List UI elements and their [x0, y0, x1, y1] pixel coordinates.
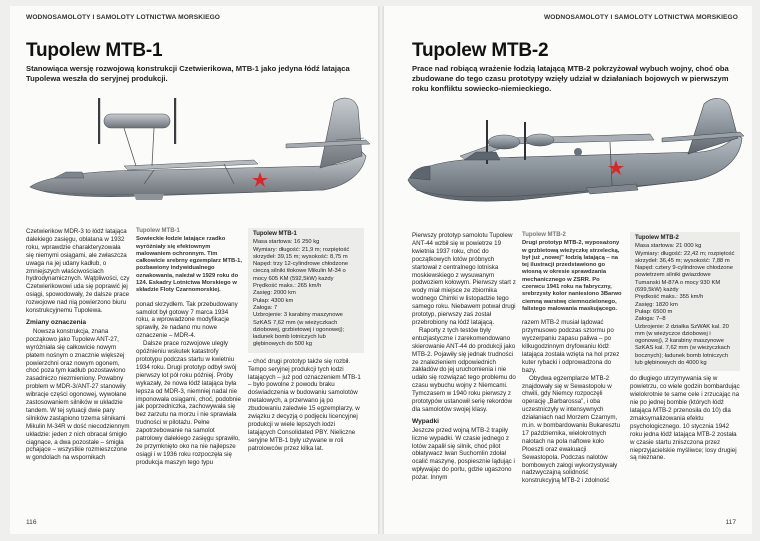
- spec-title: Tupolew MTB-2: [635, 235, 679, 241]
- article-title: Tupolew MTB-1: [26, 40, 163, 61]
- spec-row: Prędkość maks.: 265 km/h: [253, 283, 322, 290]
- spec-row: Napęd: cztery 9-cylindrowe chłodzone powietrzem silniki gwiazdowe Tumanski M-87A o mocy 930 KM (699,5kW) każdy: [635, 265, 733, 294]
- text-column-3: [630, 232, 740, 462]
- paragraph: Dalsze prace rozwojowe uległy opóźnieniu wskutek katastrofy prototypu podczas startu w kwietniu 1934 roku. Drugi prototyp odbył swój pierwszy lot pół roku później. Próby wykazały, że nowa łódź latająca była lepsza od MDR-3, niemniej nadal nie imponowała osiągami, choć, podobnie jak poprzedniczka, zachowywała się bez zarzutu na morzu i nie sprawiała trudności w pilotażu. Pełne zapotrzebowanie na samolot patrolowy dalekiego zasięgu sprawiło, że przymknięto oko na nie najlepsze osiągi i w 1936 roku rozpoczęła się produkcja maszyn tego typu: [136, 340, 241, 466]
- paragraph: Pierwszy prototyp samolotu Tupolew ANT-44 wzbił się w powietrze 19 kwietnia 1937 roku, choć do początkowych lotów próbnych startował z centralnego lotniska moskiewskiego z wysuwanym podwoziem kołowym. Pierwszy start z wody miał miejsce ze zbiornika wodnego Chimki w listopadzie tego samego roku. Niebawem potwał drugi prototyp, pierwszy zaś został przebrobiony na łódź latającą.: [412, 232, 516, 326]
- spec-box: [630, 232, 740, 371]
- illustration-caption: [136, 228, 242, 295]
- paragraph: Nowsza konstrukcja, znana począkowo jako Tupolew ANT-27, wyróżniała się całkowicie nowym płatem nośnym o znacznie większej powierzchni oraz nowym ogonem, choć poza tym kadłub pozostawiono zasadniczo niezmieniony. Powabny problem w MDR-3/ANT-27 stanowiły wibracje części ogonowej, wywołane zastosowaniem silników w układzie tandem. W tej sytuacji dwie pary silników zastąpiono trzema silnikami Mikulin M-34R w dość niecodziennym układzie: jeden z nich obracał śmigło ciągnące, a dwa pozostałe – śmigła pchające – wszystkie rozmieszczone w gondolach na wspornikach: [26, 327, 130, 462]
- caption-text: Sowieckie łodzie latające rzadko wyróżniały się efektownym malowaniem ochronnym. Tim całkowicie srebrny egzemplarz MTB-1, pozbawiony indywidualnego oznakowania, należał w 1929 roku do 124. Eskadry Lotnictwa Morskiego w składzie Floty Czarnomorskiej.: [136, 236, 242, 294]
- spec-row: Pułap: 6500 m: [635, 308, 673, 315]
- paragraph: ponad skrzydłem. Tak przebudowany samolot był gotowy 7 marca 1934 roku, a wprowadzone modyfikacje sprawiły, że nadano mu nowe oznaczenie – MDR-4.: [136, 300, 238, 340]
- spec-box: [248, 228, 364, 353]
- running-head: WODNOSAMOLOTY I SAMOLOTY LOTNICTWA MORSKIEGO: [26, 14, 221, 21]
- text-column-3: [248, 228, 364, 453]
- page-number: 116: [26, 519, 37, 526]
- right-page: [384, 6, 752, 534]
- text-column-2: [522, 232, 624, 485]
- caption-title: Tupolew MTB-1: [136, 228, 180, 234]
- article-intro: Stanowiąca wersję rozwojową konstrukcji Czetwierikowa, MTB-1 jako jedyna łódź latająca Tupolewa weszła do seryjnej produkcji.: [26, 64, 350, 83]
- spec-row: Uzbrojenie: 3 karabiny maszynowe SzKAS 7,62 mm (w wieżyczkach dziobowej, grzbietowej i ogonowej); ładunek bomb lotniczych lub głębinowych do 500 kg: [253, 312, 345, 348]
- paragraph: – choć drugi prototyp także się rozbił. Tempo seryjnej produkcji tych łodzi latających – już pod oznaczeniem MTB-1 – było powolne z powodu braku doświadczenia w budowaniu samolotów metalowych, a przerwano ją po zbudowaniu zaledwie 15 egzemplarzy, w związku z decyzją o podjęciu licencyjnej produkcji w wiele lepszych łodzi latających Consolidated PBY. Nieliczne seryjne MTB-1 były używane w roli patrolowców przez kilka lat.: [248, 357, 361, 452]
- spec-row: Uzbrojenie: 2 działka SzWAK kal. 20 mm (w wieżyczce dziobowej i ogonowej), 2 karabiny maszynowe SzKAS kal. 7,62 mm (w wieżyczkach bocznych); ładunek bomb lotniczych lub głębinowych do 4000 kg: [635, 323, 731, 367]
- illustration-caption: [522, 232, 624, 313]
- article-intro: Prace nad robiącą wrażenie łodzią latającą MTB-2 pokrzyżował wybuch wojny, choć oba zbudowane do tego czasu prototypy wzięły udział w działaniach bojowych w pierwszym roku konfliktu sowiecko-niemieckiego.: [412, 64, 729, 93]
- caption-title: Tupolew MTB-2: [522, 232, 566, 238]
- article-title: Tupolew MTB-2: [412, 40, 549, 61]
- paragraph: do długiego utrzymywania się w powietrzu, co wiele godzin bombardując wielokrotnie te same cele i zrzucając na nie po jednej bombie (których łódź latająca MTB-2 przenosiła do 10) dla zmaksymalizowania efektu psychologicznego. 10 stycznia 1942 roku jedna łódź latająca MTB-2 została w czasie startu zniszczona przez nieprzyjacielskie myśliwce; losy drugiej są nieznane.: [630, 375, 740, 462]
- spec-row: Wymiary: długość: 21,9 m; rozpiętość skrzydeł: 39,15 m; wysokość: 8,75 m: [253, 246, 350, 260]
- mtb1-illustration: [24, 90, 374, 222]
- spec-row: Wymiary: długość: 22,42 m; rozpiętość skrzydeł: 36,45 m; wysokość: 7,88 m: [635, 250, 735, 264]
- spec-row: Masa startowa: 16 250 kg: [253, 239, 320, 246]
- text-column-2: [136, 228, 242, 467]
- page-number: 117: [725, 519, 736, 526]
- spec-row: Załoga: 7: [253, 304, 278, 311]
- paragraph: Obydwa egzemplarze MTB-2 znajdowały się w Sewastopolu w chwili, gdy Niemcy rozpoczęli operację „Barbarossa”, i oba uczestniczyły w intensywnych działaniach nad Morzem Czarnym, m.in. w bombardowaniu Bukaresztu 17 października, wielokrotnych nalotach na pola naftowe koło Ploeszti oraz ewakuacji Sewastopola. Podczas nalotów bombowych załogi wykorzystywały nadzwyczajną solidność konstrukcyjną MTB-2 i zdolność: [522, 374, 621, 485]
- running-head: WODNOSAMOLOTY I SAMOLOTY LOTNICTWA MORSKIEGO: [543, 14, 738, 21]
- mtb2-illustration: [400, 94, 748, 224]
- paragraph: Raporty z tych testów były entuzjastyczne i zarekomendowano skierowanie ANT-44 do produkcji jako MTB-2. Pojawiły się jednak trudności ze znalezieniem odpowiednich zakładów do jej uruchomienia i nie udało się rozwiązać tego problemu do czasu wybuchu wojny z Niemcami. Tymczasem w 1940 roku pierwszy z prototypów ustanowił serię rekordów dla samolotów swojej klasy.: [412, 326, 516, 413]
- spec-row: Prędkość maks.: 355 km/h: [635, 294, 704, 301]
- caption-text: Drugi prototyp MTB-2, wyposażony w grzbietową wieżyczkę strzelecką, był już „nowej” łodzią latającą – na tej ilustracji przedstawiono go wiosną w okresie sprawdzania mechanicznego w ZSRR. Po czerwcu 1941 roku na fabryczny, srebrzysty kolor naniesiono 3Barwo ciemną warstwę ciemnozielonego, falistego malowania maskującego.: [522, 240, 622, 312]
- paragraph: razem MTB-2 musiał lądować przymusowo podczas sztormu po wyczerpaniu zapasu paliwa – po kilkugodzinnym dryfowaniu łódź latająca została wzięta na hol przez kuter rybacki i odprowadzona do bazy.: [522, 319, 620, 374]
- text-column-1: [26, 228, 130, 462]
- text-column-1: [412, 232, 516, 482]
- section-heading: Zmiany oznaczenia: [26, 318, 87, 326]
- spec-row: Zasięg: 1820 km: [635, 301, 678, 308]
- spec-row: Zasięg: 2000 km: [253, 290, 296, 297]
- left-page: [10, 6, 378, 534]
- spec-row: Napęd: trzy 12-cylindrowe chłodzone cieczą silniki tłokowe Mikulin M-34 o mocy 605 KM (592,5kW) każdy: [253, 261, 349, 282]
- spec-title: Tupolew MTB-1: [253, 231, 297, 237]
- paragraph: Czetwierikow MDR-3 to łódź latająca dalekiego zasięgu, oblatana w 1932 roku, wprawdzie charakteryzowała się niemymi osiągami, ale zwłaszcza uwaga na jej udany kadłub, o zmniejszych właściwościach hydrodynamicznych. Wątpliwości, czy Czetwierikowowi uda się poprawić jej osiągi, spowodowały, że dalsze prace rozwojowe nad nią powierzono biuru konstrukcyjnemu Tupolewa.: [26, 228, 130, 315]
- spec-row: Masa startowa: 21 000 kg: [635, 243, 702, 250]
- spec-row: Pułap: 4300 km: [253, 297, 294, 304]
- section-heading: Wypadki: [412, 417, 439, 425]
- spec-row: Załoga: 7–8: [635, 316, 666, 323]
- paragraph: Jeszcze przed wojną MTB-2 trapiły liczne wypadki. W czasie jednego z lotów zapalił się silnik, choć pilot obłatywacz Iwan Suchomlin zdołał ocalić maszynę, pospiesznie lądując i wpływając do portu, gdzie ugaszono pożar. Innym: [412, 426, 515, 482]
